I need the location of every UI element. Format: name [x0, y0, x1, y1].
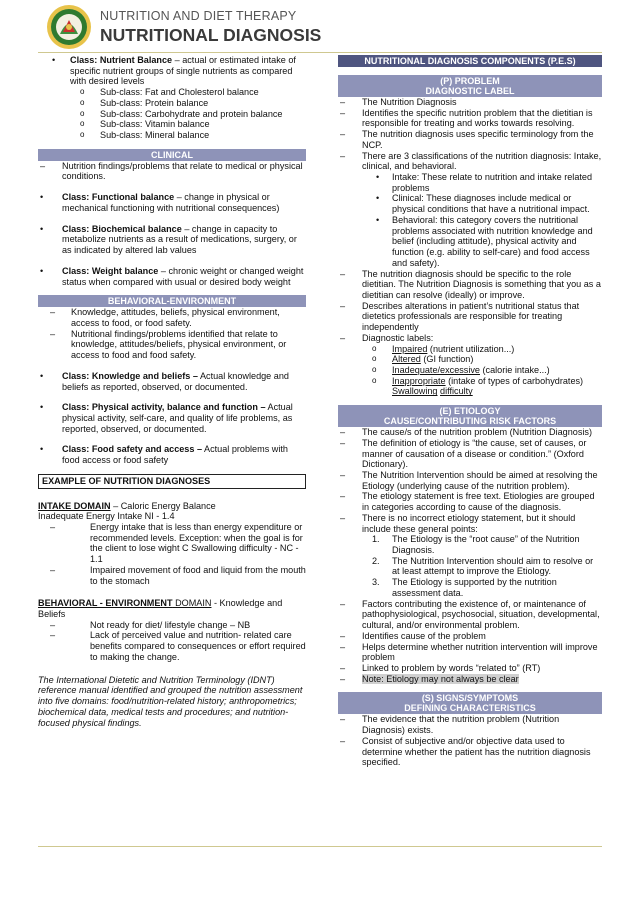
etiology-point: 1. The Etiology is the “root cause” of the Nutrition Diagnosis. — [372, 534, 580, 556]
diagnostic-label-item: o Inappropriate (intake of types of carbohydrates) — [338, 376, 602, 387]
behavioral-dash-item: – Nutritional findings/problems identified that relate to knowledge, attitudes/beliefs, physical environment, or access to food and food safety. — [38, 329, 306, 361]
etiology-item: – Helps determine whether nutrition intervention will improve problem — [338, 642, 602, 663]
classification-item: • Clinical: These diagnoses include medical or physical conditions that have a nutritional impact. — [338, 193, 602, 214]
etiology-item: – Linked to problem by words “related to” (RT) — [338, 663, 602, 674]
subclass-item: o Sub-class: Fat and Cholesterol balance — [38, 87, 306, 98]
etiology-item: – Factors contributing the existence of, or maintenance of pathophysiological, psychosocial, situation, developmental, cultural, and/or environmental problem. — [338, 599, 602, 631]
diagnostic-label-item: o Altered (GI function) — [338, 354, 602, 365]
right-column — [338, 55, 602, 768]
behavioral-domain-line: BEHAVIORAL - ENVIRONMENT DOMAIN - Knowledge and Beliefs — [38, 598, 283, 620]
behavioral-example-item: – Not ready for diet/ lifestyle change – NB — [38, 620, 306, 631]
classification-item: • Intake: These relate to nutrition and intake related problems — [338, 172, 602, 193]
diagnostic-label-item: o Inadequate/excessive (calorie intake...) — [338, 365, 602, 376]
etiology-item: – The definition of etiology is “the cause, set of causes, or manner of causation of a disease or condition.” (Oxford Dictionary). — [338, 438, 602, 470]
signs-item: – Consist of subjective and/or objective data used to determine whether the patient has the nutrition diagnosis specified. — [338, 736, 602, 768]
etiology-point: 3. The Etiology is supported by the nutrition assessment data. — [372, 577, 557, 598]
intake-diagnosis-line: Inadequate Energy Intake NI - 1.4 — [38, 511, 175, 522]
etiology-heading: (E) ETIOLOGY CAUSE/CONTRIBUTING RISK FACTORS — [338, 405, 602, 427]
behavioral-class-item: • Class: Food safety and access – Actual problems with food access or food safety — [38, 444, 306, 465]
etiology-note: – Note: Etiology may not always be clear — [338, 674, 602, 685]
clinical-class-item: • Class: Functional balance – change in physical or mechanical functioning with nutritional consequences) — [38, 192, 306, 213]
diagnostic-label-item: o Impaired (nutrient utilization...) — [338, 344, 602, 355]
clinical-heading: CLINICAL — [38, 149, 306, 161]
subclass-item: o Sub-class: Mineral balance — [38, 130, 306, 141]
signs-heading: (S) SIGNS/SYMPTOMS DEFINING CHARACTERISTICS — [338, 692, 602, 714]
intake-domain-line: INTAKE DOMAIN – Caloric Energy Balance — [38, 500, 216, 511]
pes-heading: NUTRITIONAL DIAGNOSIS COMPONENTS (P.E.S) — [338, 55, 602, 67]
etiology-item: – The Nutrition Intervention should be aimed at resolving the Etiology (underlying cause of the nutrition problem). — [338, 470, 602, 491]
examples-heading: EXAMPLE OF NUTRITION DIAGNOSES — [38, 474, 306, 489]
signs-item: – The evidence that the nutrition problem (Nutrition Diagnosis) exists. — [338, 714, 602, 735]
page-header — [0, 0, 638, 52]
problem-item: – Diagnostic labels: — [338, 333, 602, 344]
behavioral-example-item: – Lack of perceived value and nutrition- related care benefits compared to consequences or effort required to making the change. — [38, 630, 306, 662]
etiology-item: – Identifies cause of the problem — [338, 631, 602, 642]
behavioral-dash-item: – Knowledge, attitudes, beliefs, physical environment, access to food, or food safety. — [38, 307, 306, 328]
clinical-class-item: • Class: Biochemical balance – change in capacity to metabolize nutrients as a result of medications, surgery, or as indicated by altered lab values — [38, 224, 306, 256]
problem-item: – Describes alterations in patient’s nutritional status that dietetics professionals are responsible for treating independently — [338, 301, 602, 333]
header-title: NUTRITIONAL DIAGNOSIS — [100, 25, 322, 45]
behavioral-class-item: • Class: Knowledge and beliefs – Actual knowledge and beliefs as reported, observed, or documented. — [38, 371, 306, 392]
clinical-intro: – Nutrition findings/problems that relate to medical or physical conditions. — [38, 161, 306, 182]
idnt-paragraph: The International Dietetic and Nutrition Terminology (IDNT) reference manual identified and grouped the nutrition assessment into five domains: food/nutrition-related history; anthropometrics; biochemical data, medical tests and procedures; and nutrition-focused physical findings. — [38, 674, 303, 728]
problem-item: – There are 3 classifications of the nutrition diagnosis: Intake, clinical, and behavioral. — [338, 151, 602, 172]
nutrient-balance-item: • Class: Nutrient Balance – actual or estimated intake of specific nutrient groups of single nutrients as compared with desired levels — [38, 55, 306, 87]
header-subtitle: NUTRITION AND DIET THERAPY — [100, 9, 297, 23]
etiology-item: – The cause/s of the nutrition problem (Nutrition Diagnosis) — [338, 427, 602, 438]
etiology-item: – There is no incorrect etiology statement, but it should include these general points: — [338, 513, 602, 534]
subclass-item: o Sub-class: Protein balance — [38, 98, 306, 109]
problem-item: – The nutrition diagnosis should be specific to the role dietitian. The Nutrition Diagnosis is something that you as a dietitian can resolve (ideally) or improve. — [338, 269, 602, 301]
clinical-class-item: • Class: Weight balance – chronic weight or changed weight status when compared with usual or desired body weight — [38, 266, 306, 287]
intake-example-item: – Energy intake that is less than energy expenditure or recommended levels. Exception: when the goal is for the client to lose wight C Swallowing difficulty - NC - 1.1 — [38, 522, 306, 565]
etiology-point: 2. The Nutrition Intervention should aim to resolve or at least attempt to improve the Etiology. — [372, 555, 594, 577]
problem-item: – The Nutrition Diagnosis — [338, 97, 602, 108]
subclass-item: o Sub-class: Vitamin balance — [38, 119, 306, 130]
behavioral-heading: BEHAVIORAL-ENVIRONMENT — [38, 295, 306, 307]
problem-item: – The nutrition diagnosis uses specific terminology from the NCP. — [338, 129, 602, 150]
problem-item: – Identifies the specific nutrition problem that the dietitian is responsible for treating and works towards resolving. — [338, 108, 602, 129]
problem-heading: (P) PROBLEM DIAGNOSTIC LABEL — [338, 75, 602, 97]
classification-item: • Behavioral: this category covers the nutritional problems associated with nutrition knowledge and belief (including attitude), physical activity and function (e.g. ability to self-care) and food access and safety). — [338, 215, 602, 269]
subclass-item: o Sub-class: Carbohydrate and protein balance — [38, 109, 306, 120]
swallowing-label: Swallowing difficulty — [392, 386, 473, 397]
intake-example-item: – Impaired movement of food and liquid from the mouth to the stomach — [38, 565, 306, 586]
behavioral-class-item: • Class: Physical activity, balance and function – Actual physical activity, self-care, and quality of life problems, as reported, observed, or documented. — [38, 402, 306, 434]
header-rule — [38, 52, 602, 53]
footer-rule — [38, 846, 602, 847]
school-seal-logo — [46, 4, 92, 50]
left-column — [38, 55, 306, 728]
etiology-item: – The etiology statement is free text. Etiologies are grouped in categories according to cause of the diagnosis. — [338, 491, 602, 512]
